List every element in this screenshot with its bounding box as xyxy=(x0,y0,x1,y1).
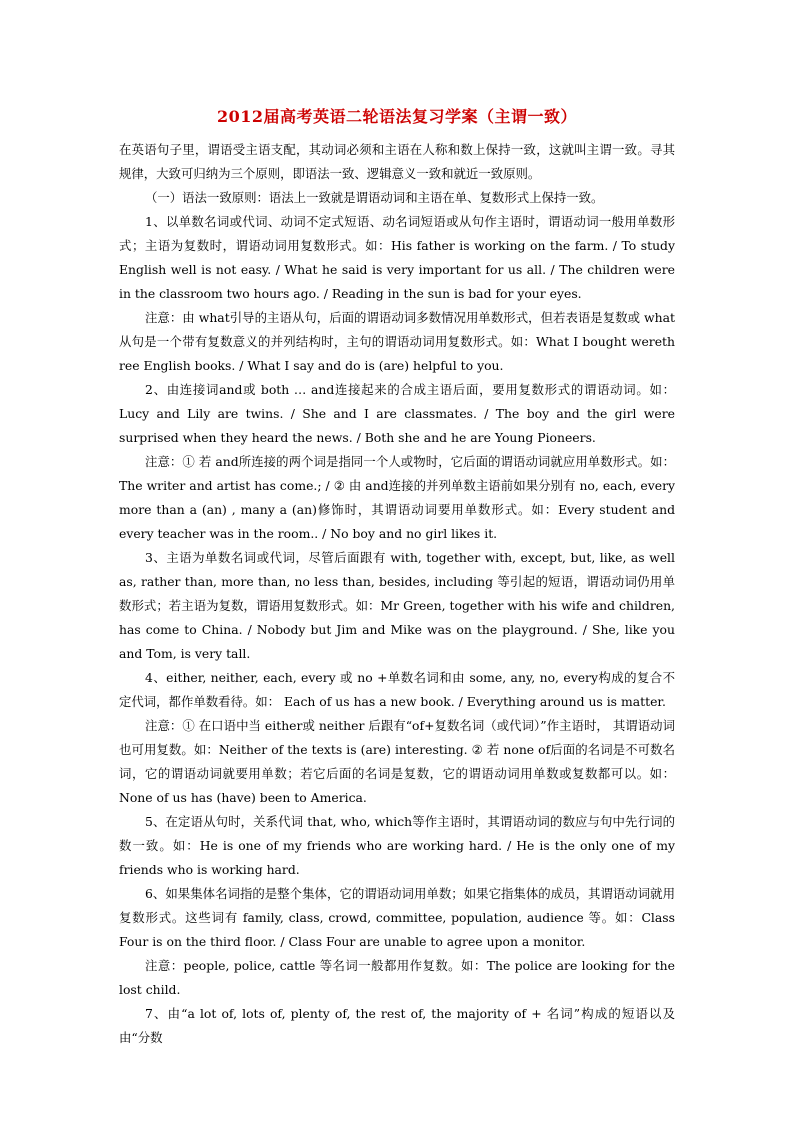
paragraph: 7、由“a lot of, lots of, plenty of, the rest of, the majority of + 名词”构成的短语以及由“分数 xyxy=(119,1006,675,1045)
paragraph: 注意：① 若 and所连接的两个词是指同一个人或物时，它后面的谓语动词就应用单数形式。如：The writer and artist has come.; / ② 由 and连接的并列单数主语前如果分别有 no, each, every more than a (an) , many a (an)修饰时，其谓语动词要用单数形式。如：Every student and every teacher was in the room.. / No boy and no girl likes it. xyxy=(119,454,675,541)
paragraph: 2、由连接词and或 both … and连接起来的合成主语后面，要用复数形式的谓语动词。如：Lucy and Lily are twins. / She and I are classmates. / The boy and the girl were surprised when they heard the news. / Both she and he are Young Pioneers. xyxy=(119,382,675,445)
paragraph: 注意：people, police, cattle 等名词一般都用作复数。如：The police are looking for the lost child. xyxy=(119,958,675,997)
paragraph: 5、在定语从句时，关系代词 that, who, which等作主语时，其谓语动词的数应与句中先行词的数一致。如：He is one of my friends who are working hard. / He is the only one of my friends who is working hard. xyxy=(119,814,675,877)
paragraph: 注意：① 在口语中当 either或 neither 后跟有“of+复数名词（或代词）”作主语时， 其谓语动词也可用复数。如：Neither of the texts is (are) interesting. ② 若 none of后面的名词是不可数名词，它的谓语动词就要用单数；若它后面的名词是复数，它的谓语动词用单数或复数都可以。如：None of us has (have) been to America. xyxy=(119,718,675,805)
paragraph: 6、如果集体名词指的是整个集体，它的谓语动词用单数；如果它指集体的成员，其谓语动词就用复数形式。这些词有 family, class, crowd, committee, population, audience 等。如：Class Four is on the third floor. / Class Four are unable to agree upon a monitor. xyxy=(119,886,675,949)
paragraph: 1、以单数名词或代词、动词不定式短语、动名词短语或从句作主语时，谓语动词一般用单数形式；主语为复数时，谓语动词用复数形式。如：His father is working on the farm. / To study English well is not easy. / What he said is very important for us all. / The children were in the classroom two hours ago. / Reading in the sun is bad for your eyes. xyxy=(119,214,675,301)
paragraph: 在英语句子里，谓语受主语支配，其动词必须和主语在人称和数上保持一致，这就叫主谓一致。寻其规律，大致可归纳为三个原则，即语法一致、逻辑意义一致和就近一致原则。 xyxy=(119,142,675,181)
paragraph: 4、either, neither, each, every 或 no +单数名词和由 some, any, no, every构成的复合不定代词，都作单数看待。如： Each of us has a new book. / Everything around us is matter. xyxy=(119,670,675,709)
paragraph: 注意：由 what引导的主语从句，后面的谓语动词多数情况用单数形式，但若表语是复数或 what从句是一个带有复数意义的并列结构时，主句的谓语动词用复数形式。如：What I bought wereth ree English books. / What I say and do is (are) helpful to you. xyxy=(119,310,675,373)
document-title: 2012届高考英语二轮语法复习学案（主谓一致） xyxy=(216,107,578,126)
paragraph: 3、主语为单数名词或代词，尽管后面跟有 with, together with, except, but, like, as well as, rather than, more than, no less than, besides, including 等引起的短语，谓语动词仍用单数形式；若主语为复数，谓语用复数形式。如：Mr Green, together with his wife and children, has come to China. / Nobody but Jim and Mike was on the playground. / She, like you and Tom, is very tall. xyxy=(119,550,675,661)
paragraph: （一）语法一致原则：语法上一致就是谓语动词和主语在单、复数形式上保持一致。 xyxy=(145,190,604,205)
document-body xyxy=(119,138,675,1050)
